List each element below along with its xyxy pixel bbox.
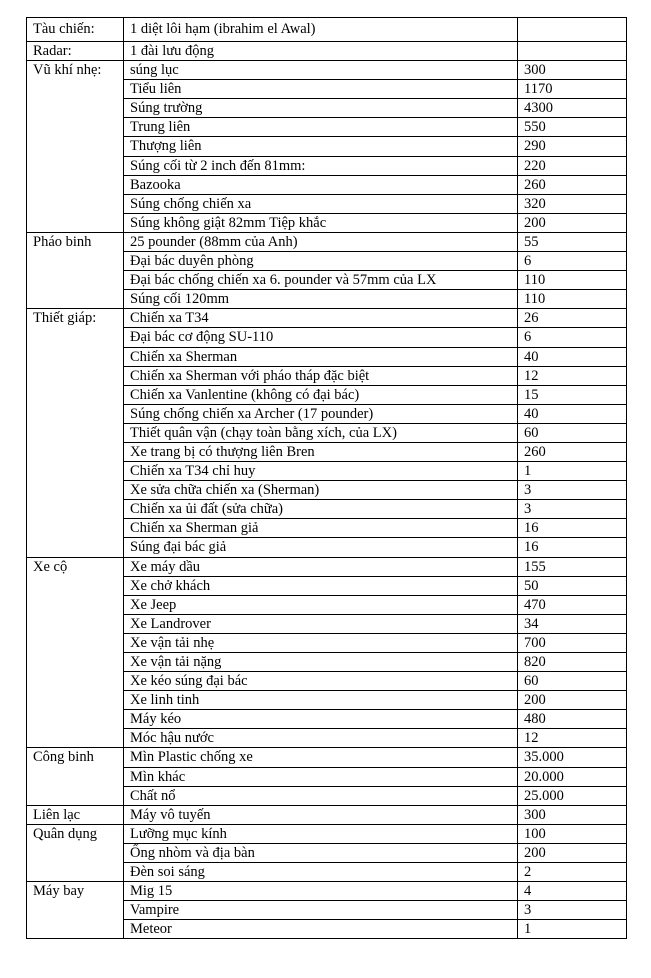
category-cell <box>27 137 124 156</box>
qty-cell: 550 <box>518 118 627 137</box>
item-cell: Tiểu liên <box>124 80 518 99</box>
table-row <box>27 824 627 843</box>
category-cell: Công binh <box>27 748 124 767</box>
qty-cell: 12 <box>518 366 627 385</box>
table-row <box>27 920 627 939</box>
table-row <box>27 366 627 385</box>
item-cell: Ống nhòm và địa bàn <box>124 843 518 862</box>
qty-cell: 3 <box>518 901 627 920</box>
item-cell: 1 diệt lôi hạm (ibrahim el Awal) <box>124 18 518 42</box>
table-row <box>27 347 627 366</box>
qty-cell: 260 <box>518 175 627 194</box>
table-row <box>27 633 627 652</box>
table-row <box>27 271 627 290</box>
item-cell: Súng chống chiến xa Archer (17 pounder) <box>124 404 518 423</box>
table-row <box>27 137 627 156</box>
table-row <box>27 614 627 633</box>
category-cell: Tàu chiến: <box>27 18 124 42</box>
item-cell: Lưỡng mục kính <box>124 824 518 843</box>
item-cell: Xe Landrover <box>124 614 518 633</box>
category-cell <box>27 423 124 442</box>
category-cell <box>27 252 124 271</box>
equipment-table-body <box>27 18 627 939</box>
item-cell: Mìn khác <box>124 767 518 786</box>
item-cell: Súng cối 120mm <box>124 290 518 309</box>
category-cell <box>27 404 124 423</box>
table-row <box>27 748 627 767</box>
item-cell: Xe trang bị có thượng liên Bren <box>124 442 518 461</box>
table-row <box>27 18 627 42</box>
qty-cell: 26 <box>518 309 627 328</box>
category-cell: Radar: <box>27 42 124 61</box>
qty-cell: 1170 <box>518 80 627 99</box>
item-cell: Súng trường <box>124 99 518 118</box>
category-cell <box>27 920 124 939</box>
qty-cell: 155 <box>518 557 627 576</box>
table-row <box>27 232 627 251</box>
item-cell: Đại bác cơ động SU-110 <box>124 328 518 347</box>
category-cell <box>27 118 124 137</box>
qty-cell: 16 <box>518 538 627 557</box>
category-cell <box>27 538 124 557</box>
category-cell <box>27 672 124 691</box>
category-cell <box>27 500 124 519</box>
qty-cell: 480 <box>518 710 627 729</box>
qty-cell: 700 <box>518 633 627 652</box>
item-cell: Xe sửa chữa chiến xa (Sherman) <box>124 481 518 500</box>
qty-cell: 4 <box>518 882 627 901</box>
table-row <box>27 99 627 118</box>
table-row <box>27 901 627 920</box>
category-cell <box>27 271 124 290</box>
category-cell <box>27 385 124 404</box>
item-cell: Súng chống chiến xa <box>124 194 518 213</box>
qty-cell: 15 <box>518 385 627 404</box>
item-cell: súng lục <box>124 61 518 80</box>
table-row <box>27 290 627 309</box>
item-cell: Chiến xa T34 <box>124 309 518 328</box>
qty-cell: 40 <box>518 404 627 423</box>
category-cell <box>27 328 124 347</box>
category-cell <box>27 366 124 385</box>
item-cell: Chiến xa Sherman giả <box>124 519 518 538</box>
category-cell <box>27 576 124 595</box>
category-cell: Thiết giáp: <box>27 309 124 328</box>
item-cell: Xe linh tinh <box>124 691 518 710</box>
qty-cell: 200 <box>518 691 627 710</box>
qty-cell: 6 <box>518 328 627 347</box>
table-row <box>27 328 627 347</box>
item-cell: Đại bác chống chiến xa 6. pounder và 57mm của LX <box>124 271 518 290</box>
item-cell: Xe kéo súng đại bác <box>124 672 518 691</box>
item-cell: Đại bác duyên phòng <box>124 252 518 271</box>
qty-cell: 1 <box>518 462 627 481</box>
qty-cell: 100 <box>518 824 627 843</box>
table-row <box>27 691 627 710</box>
qty-cell: 25.000 <box>518 786 627 805</box>
category-cell <box>27 194 124 213</box>
table-row <box>27 729 627 748</box>
item-cell: Máy vô tuyến <box>124 805 518 824</box>
qty-cell: 20.000 <box>518 767 627 786</box>
item-cell: Móc hậu nước <box>124 729 518 748</box>
item-cell: Thiết quân vận (chạy toàn bằng xích, của LX) <box>124 423 518 442</box>
category-cell <box>27 519 124 538</box>
table-row <box>27 519 627 538</box>
table-row <box>27 710 627 729</box>
table-row <box>27 175 627 194</box>
category-cell: Quân dụng <box>27 824 124 843</box>
category-cell <box>27 213 124 232</box>
qty-cell: 470 <box>518 595 627 614</box>
table-row <box>27 213 627 232</box>
table-row <box>27 538 627 557</box>
table-row <box>27 423 627 442</box>
qty-cell: 220 <box>518 156 627 175</box>
qty-cell: 200 <box>518 843 627 862</box>
table-row <box>27 805 627 824</box>
category-cell <box>27 156 124 175</box>
item-cell: Xe vận tải nhẹ <box>124 633 518 652</box>
table-row <box>27 42 627 61</box>
item-cell: Mig 15 <box>124 882 518 901</box>
category-cell <box>27 633 124 652</box>
item-cell: Súng cối từ 2 inch đến 81mm: <box>124 156 518 175</box>
table-row <box>27 786 627 805</box>
item-cell: Chiến xa T34 chỉ huy <box>124 462 518 481</box>
item-cell: 1 đài lưu động <box>124 42 518 61</box>
qty-cell: 12 <box>518 729 627 748</box>
category-cell: Pháo binh <box>27 232 124 251</box>
qty-cell: 300 <box>518 805 627 824</box>
table-row <box>27 843 627 862</box>
item-cell: Súng đại bác giả <box>124 538 518 557</box>
category-cell <box>27 729 124 748</box>
category-cell <box>27 290 124 309</box>
qty-cell <box>518 18 627 42</box>
table-row <box>27 252 627 271</box>
qty-cell: 50 <box>518 576 627 595</box>
table-row <box>27 118 627 137</box>
item-cell: Súng không giật 82mm Tiệp khắc <box>124 213 518 232</box>
table-row <box>27 767 627 786</box>
item-cell: Thượng liên <box>124 137 518 156</box>
table-row <box>27 481 627 500</box>
table-row <box>27 61 627 80</box>
category-cell <box>27 481 124 500</box>
table-row <box>27 442 627 461</box>
qty-cell: 260 <box>518 442 627 461</box>
qty-cell: 40 <box>518 347 627 366</box>
qty-cell: 6 <box>518 252 627 271</box>
table-row <box>27 672 627 691</box>
qty-cell: 55 <box>518 232 627 251</box>
qty-cell: 290 <box>518 137 627 156</box>
category-cell: Vũ khí nhẹ: <box>27 61 124 80</box>
item-cell: Vampire <box>124 901 518 920</box>
qty-cell: 34 <box>518 614 627 633</box>
table-row <box>27 194 627 213</box>
item-cell: Trung liên <box>124 118 518 137</box>
qty-cell: 820 <box>518 653 627 672</box>
table-row <box>27 882 627 901</box>
category-cell: Liên lạc <box>27 805 124 824</box>
qty-cell: 200 <box>518 213 627 232</box>
table-row <box>27 557 627 576</box>
qty-cell: 3 <box>518 481 627 500</box>
item-cell: Chất nổ <box>124 786 518 805</box>
category-cell <box>27 901 124 920</box>
qty-cell: 1 <box>518 920 627 939</box>
item-cell: 25 pounder (88mm của Anh) <box>124 232 518 251</box>
category-cell <box>27 442 124 461</box>
category-cell <box>27 347 124 366</box>
category-cell <box>27 843 124 862</box>
qty-cell: 320 <box>518 194 627 213</box>
qty-cell: 110 <box>518 271 627 290</box>
category-cell <box>27 863 124 882</box>
table-row <box>27 653 627 672</box>
category-cell <box>27 614 124 633</box>
qty-cell: 4300 <box>518 99 627 118</box>
category-cell <box>27 710 124 729</box>
item-cell: Xe vận tải nặng <box>124 653 518 672</box>
item-cell: Chiến xa ủi đất (sửa chữa) <box>124 500 518 519</box>
table-row <box>27 80 627 99</box>
table-row <box>27 595 627 614</box>
category-cell: Xe cộ <box>27 557 124 576</box>
category-cell <box>27 786 124 805</box>
table-row <box>27 576 627 595</box>
category-cell <box>27 175 124 194</box>
category-cell <box>27 653 124 672</box>
equipment-table <box>26 17 627 939</box>
table-row <box>27 156 627 175</box>
item-cell: Bazooka <box>124 175 518 194</box>
item-cell: Máy kéo <box>124 710 518 729</box>
item-cell: Meteor <box>124 920 518 939</box>
category-cell <box>27 691 124 710</box>
table-row <box>27 462 627 481</box>
item-cell: Xe chở khách <box>124 576 518 595</box>
category-cell <box>27 595 124 614</box>
item-cell: Chiến xa Sherman <box>124 347 518 366</box>
qty-cell: 35.000 <box>518 748 627 767</box>
qty-cell: 300 <box>518 61 627 80</box>
qty-cell <box>518 42 627 61</box>
table-row <box>27 404 627 423</box>
qty-cell: 16 <box>518 519 627 538</box>
table-row <box>27 309 627 328</box>
qty-cell: 60 <box>518 672 627 691</box>
category-cell: Máy bay <box>27 882 124 901</box>
item-cell: Xe máy dầu <box>124 557 518 576</box>
table-row <box>27 863 627 882</box>
qty-cell: 3 <box>518 500 627 519</box>
qty-cell: 2 <box>518 863 627 882</box>
item-cell: Chiến xa Sherman với pháo tháp đặc biệt <box>124 366 518 385</box>
category-cell <box>27 767 124 786</box>
item-cell: Chiến xa Vanlentine (không có đại bác) <box>124 385 518 404</box>
qty-cell: 60 <box>518 423 627 442</box>
item-cell: Đèn soi sáng <box>124 863 518 882</box>
qty-cell: 110 <box>518 290 627 309</box>
category-cell <box>27 99 124 118</box>
table-row <box>27 500 627 519</box>
item-cell: Mìn Plastic chống xe <box>124 748 518 767</box>
table-row <box>27 385 627 404</box>
category-cell <box>27 80 124 99</box>
category-cell <box>27 462 124 481</box>
item-cell: Xe Jeep <box>124 595 518 614</box>
